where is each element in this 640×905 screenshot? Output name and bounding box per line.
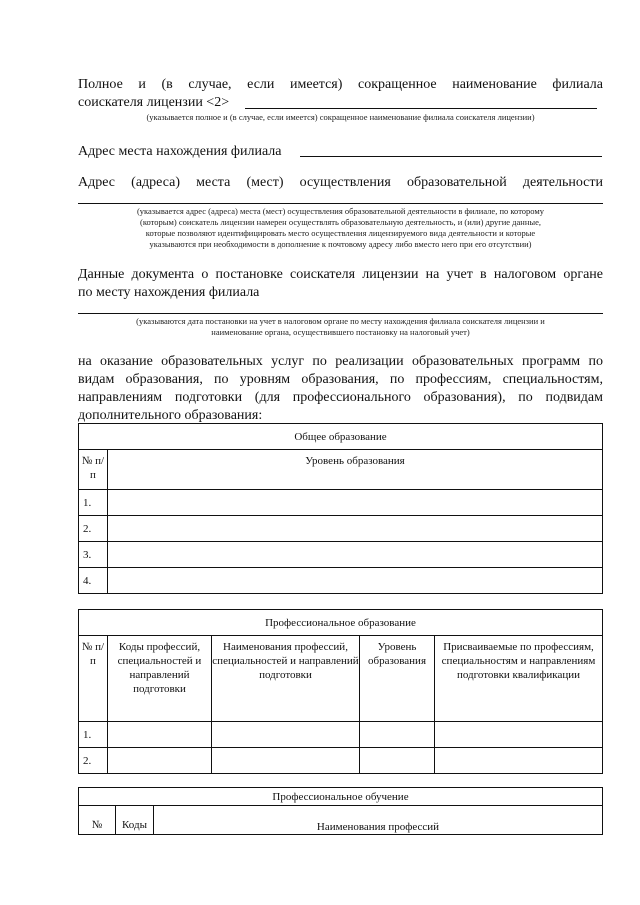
tax-note: (указываются дата постановки на учет в налоговом органе по месту нахождения филиала соискателя лицензии и наименование органа, осуществившего постановку на налоговый учет) xyxy=(136,316,545,337)
training-col-codes: Коды xyxy=(116,806,154,835)
table-row: 2. xyxy=(79,516,603,542)
branch-name-line1: Полное и (в случае, если имеется) сокращенное наименование филиала xyxy=(78,77,603,92)
table-cell[interactable] xyxy=(435,748,603,774)
table-cell[interactable] xyxy=(212,722,360,748)
table-cell[interactable] xyxy=(108,722,212,748)
prof-col-num: № п/п xyxy=(79,636,108,722)
prof-col-qual: Присваиваемые по профессиям, специальностям и направлениям подготовки квалификации xyxy=(435,636,603,722)
branch-name-field[interactable] xyxy=(245,108,597,109)
training-col-names: Наименования профессий xyxy=(154,806,603,835)
branch-address-label: Адрес места нахождения филиала xyxy=(78,144,282,159)
table-cell[interactable] xyxy=(212,748,360,774)
table-cell[interactable] xyxy=(108,516,603,542)
table-row: 1. xyxy=(79,722,603,748)
activity-address-note: (указывается адрес (адреса) места (мест) осуществления образовательной деятельности в филиале, по которому (которым) соискатель лицензии намерен осуществлять образовательную деятельность, и (или) другие данные, которые позволяют идентифицировать место осуществления лицензируемого вида деятельности и которые указываются при необходимости в дополнение к почтовому адресу либо вместо него при его отсутствии) xyxy=(136,206,545,249)
prof-col-level: Уровень образования xyxy=(360,636,435,722)
table-cell[interactable] xyxy=(108,542,603,568)
general-col-num: № п/п xyxy=(79,450,108,490)
table-row: 4. xyxy=(79,568,603,594)
branch-name-note: (указывается полное и (в случае, если имеется) сокращенное наименование филиала соискателя лицензии) xyxy=(146,112,535,122)
table-cell[interactable] xyxy=(108,748,212,774)
table-cell[interactable] xyxy=(108,568,603,594)
activity-address-field[interactable] xyxy=(78,203,603,204)
training-col-num: № xyxy=(79,806,116,835)
tax-line1: Данные документа о постановке соискателя лицензии на учет в налоговом органе xyxy=(78,267,603,282)
table-row: 2. xyxy=(79,748,603,774)
tax-line2: по месту нахождения филиала xyxy=(78,285,260,300)
activity-address-label: Адрес (адреса) места (мест) осуществления образовательной деятельности xyxy=(78,175,603,190)
prof-table-caption: Профессиональное образование xyxy=(79,610,603,636)
prof-col-codes: Коды профессий, специальностей и направлений подготовки xyxy=(108,636,212,722)
branch-address-field[interactable] xyxy=(300,156,602,157)
services-paragraph: на оказание образовательных услуг по реализации образовательных программ по видам образования, по уровням образования, по профессиям, специальностям, направлениям подготовки (для профессионального образования), по подвидам дополнительного образования: xyxy=(78,354,603,423)
table-cell[interactable] xyxy=(360,722,435,748)
general-col-level: Уровень образования xyxy=(108,450,603,490)
table-cell[interactable] xyxy=(108,490,603,516)
table-row: 3. xyxy=(79,542,603,568)
general-education-table xyxy=(78,423,603,594)
prof-col-names: Наименования профессий, специальностей и направлений подготовки xyxy=(212,636,360,722)
tax-field[interactable] xyxy=(78,313,603,314)
table-row: 1. xyxy=(79,490,603,516)
professional-training-table xyxy=(78,787,603,835)
branch-name-line2: соискателя лицензии <2> xyxy=(78,95,230,110)
general-table-caption: Общее образование xyxy=(79,424,603,450)
table-cell[interactable] xyxy=(435,722,603,748)
training-table-caption: Профессиональное обучение xyxy=(79,788,603,806)
table-cell[interactable] xyxy=(360,748,435,774)
professional-education-table xyxy=(78,609,603,774)
